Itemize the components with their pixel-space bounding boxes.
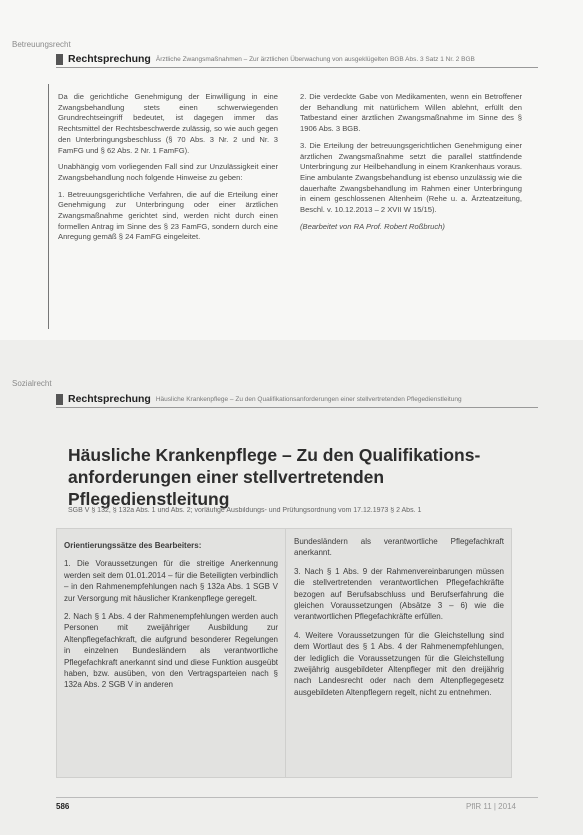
orientation-item: 3. Nach § 1 Abs. 9 der Rahmenvereinbarungen müssen die stellvertretenden verantwortlichen Pflegefachkräfte bezogen auf Berufsabschluss und Berufserfahrung die gleichen Voraussetzungen (Absätze 3 – 6) wie die verantwortlichen Pflegefachkräfte erfüllen. — [294, 566, 504, 622]
rechtsprechung-label: Rechtsprechung — [68, 53, 151, 65]
top-article-area — [0, 0, 583, 340]
orientation-heading: Orientierungssätze des Bearbeiters: — [64, 541, 202, 550]
paragraph: Da die gerichtliche Genehmigung der Einwilligung in eine Zwangsbehandlung stets einen schwerwiegenden Grundrechtseingriff bedeutet, ist dagegen immer das Rechtsmittel der Rechtsbeschwerde zulässig, so wie auch gegen den Unterbringungsbeschluss (§ 70 Abs. 3 Nr. 2 und Nr. 3 FamFG und § 62 Abs. 2 Nr. 1 FamFG). — [58, 92, 278, 155]
left-column — [58, 92, 278, 249]
paragraph: 1. Betreuungsgerichtliche Verfahren, die auf die Erteilung einer Genehmigung zur Unterbringung oder einer ärztlichen Zwangsmaßnahme gerichtet sind, werden nicht durch einen formellen Antrag im Sinne des § 23 FamFG, sondern durch eine Anregung gemäß § 24 FamFG eingeleitet. — [58, 189, 278, 242]
article-title — [68, 444, 538, 510]
right-column — [300, 92, 522, 238]
legal-citation: SGB V § 132, § 132a Abs. 1 und Abs. 2; vorläufige Ausbildungs- und Prüfungsordnung vom 17.12.1973 § 2 Abs. 1 — [68, 507, 422, 514]
section-tag-sozialrecht: Sozialrecht — [12, 379, 52, 388]
paragraph: Unabhängig vom vorliegenden Fall sind zur Unzulässigkeit einer Zwangsbehandlung noch folgende Hinweise zu geben: — [58, 162, 278, 182]
header-rule — [56, 67, 538, 68]
section-tag-betreuungsrecht: Betreuungsrecht — [12, 40, 71, 49]
orientation-item: Bundesländern als verantwortliche Pflegefachkraft anerkannt. — [294, 537, 504, 558]
editor-signature: (Bearbeitet von RA Prof. Robert Roßbruch) — [300, 221, 445, 231]
paragraph: 2. Die verdeckte Gabe von Medikamenten, wenn ein Betroffener der Behandlung mit natürlichem Willen ablehnt, erfüllt den Tatbestand einer ärztlichen Zwangsmaßnahme im Sinne des § 1906 Abs. 3 BGB. — [300, 92, 522, 134]
paragraph: 3. Die Erteilung der betreuungsgerichtlichen Genehmigung einer ärztlichen Zwangsmaßnahme setzt die parallel stattfindende Unterbringung zur Heilbehandlung in einem Krankenhaus voraus. Eine ambulante Zwangsbehandlung ist ebenso unzulässig wie die dauerhafte Zwangsbehandlung im Rahmen einer Unterbringung in einem geschlossenen Altenheim (Rehe u. a. Ärzteatzeitung, Beschl. v. 10.12.2013 – 2 XVII W 15/15). — [300, 140, 522, 215]
rechtsprechung-header-lower — [56, 392, 538, 406]
header-rule — [56, 407, 538, 408]
orientation-item: 4. Weitere Voraussetzungen für die Gleichstellung sind dem Wortlaut des § 1 Abs. 4 der Rahmenempfehlungen, der lediglich die Voraussetzungen für die Gleichstellung zweijährig ausgebildeter Altenpfleger mit den dreijährig nach Landesrecht oder nach dem Altenpflegegesetz ausgebildeten Altenpflegern regelt, nicht zu entnehmen. — [294, 630, 504, 697]
margin-rule — [48, 84, 49, 329]
footer-rule — [56, 797, 538, 798]
orientation-right-column — [294, 536, 504, 705]
article-title-line-1: Häusliche Krankenpflege – Zu den Qualifikations- — [68, 445, 481, 465]
rechtsprechung-label: Rechtsprechung — [68, 393, 151, 405]
rechtsprechung-subtitle: Ärztliche Zwangsmaßnahmen – Zur ärztlichen Überwachung von ausgeklügelten BGB Abs. 3 Satz 1 Nr. 2 BGB — [155, 55, 475, 63]
article-title-line-2: anforderungen einer stellvertretenden Pflegedienstleitung — [68, 467, 385, 509]
rechtsprechung-header-top — [56, 52, 538, 66]
header-accent-block — [56, 54, 63, 65]
orientation-item: 1. Die Voraussetzungen für die streitige Anerkennung werden seit dem 01.01.2014 – für die Beteiligten verbindlich – in den Rahmenempfehlungen nach § 132a Abs. 1 SGB V zur Versorgung mit häuslicher Krankenpflege geregelt. — [64, 559, 278, 603]
journal-issue: PflR 11 | 2014 — [466, 802, 516, 811]
orientation-left-column — [64, 540, 278, 698]
orientation-item: 2. Nach § 1 Abs. 4 der Rahmenempfehlungen werden auch Personen mit zweijähriger Ausbildung zur Altenpflegefachkraft, die aufgrund besonderer Regelungen in einzelnen Bundesländern als verantwortliche Pflegefachkraft anerkannt sind und diese Funktion ausgeübt haben, bzw. ausüben, von den Vertragsparteien nach § 132a Abs. 2 SGB V in anderen — [64, 612, 278, 690]
rechtsprechung-subtitle: Häusliche Krankenpflege – Zu den Qualifikationsanforderungen einer stellvertretenden Pflegedienstleitung — [155, 395, 462, 403]
header-accent-block — [56, 394, 63, 405]
page-number: 586 — [56, 802, 70, 811]
